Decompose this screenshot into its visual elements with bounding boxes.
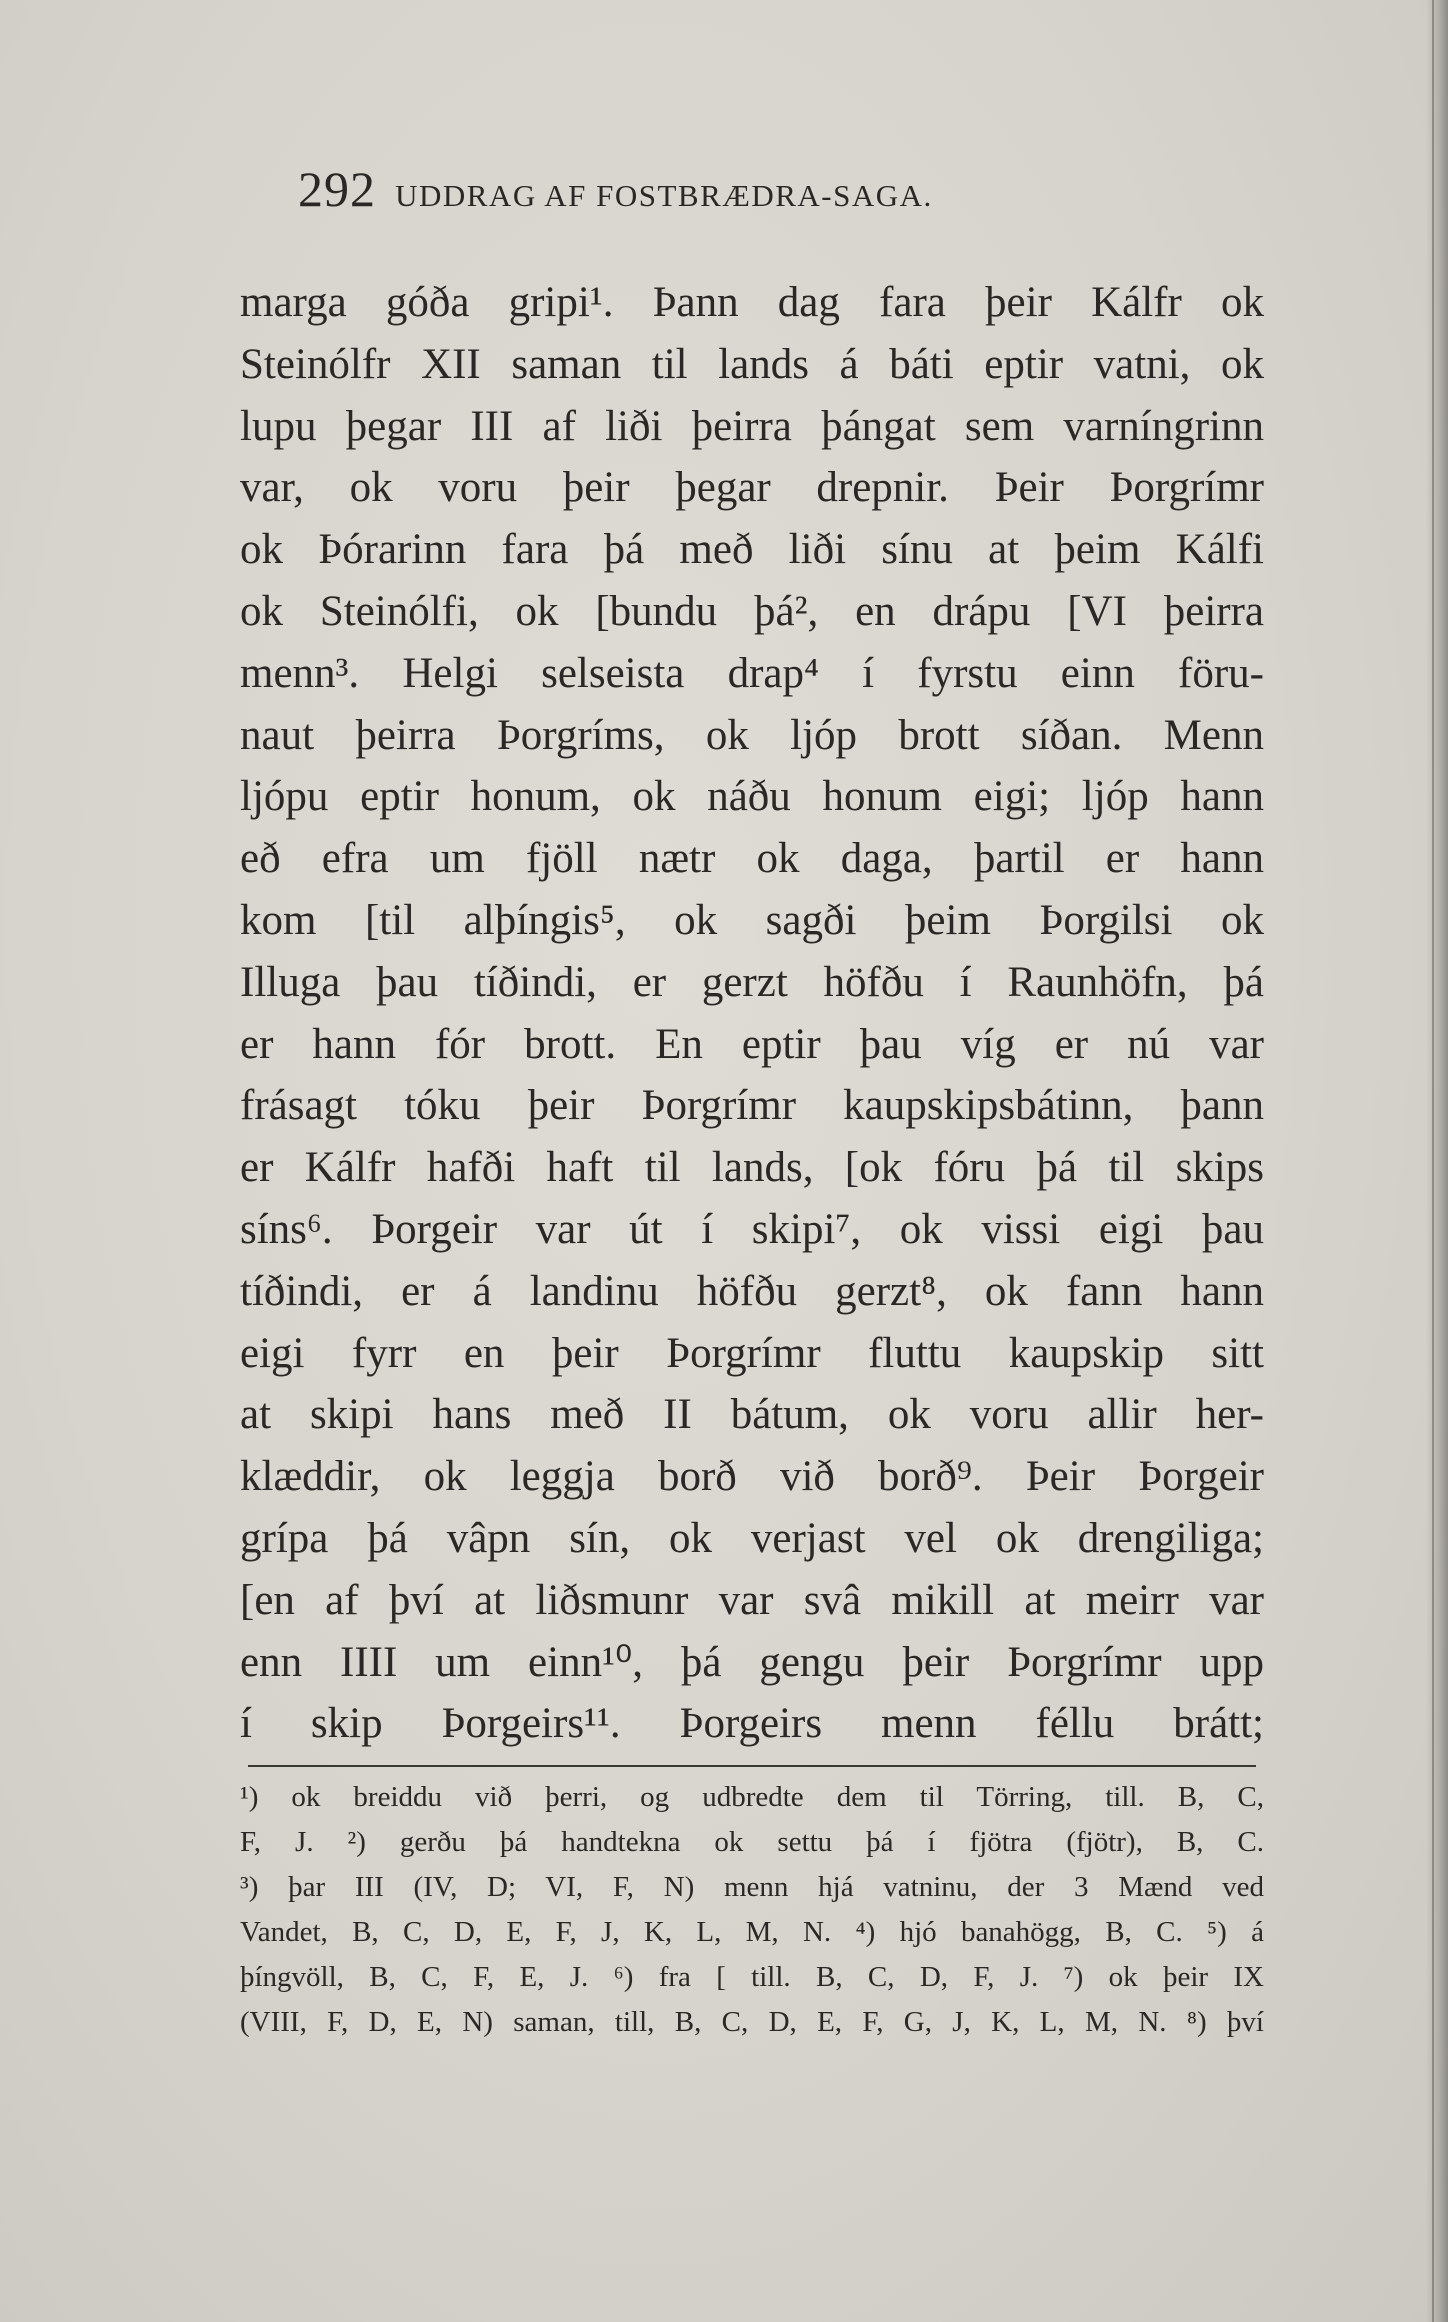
footnote-line: þíngvöll, B, C, F, E, J. ⁶) fra [ till. B, C, D, F, J. ⁷) ok þeir IX xyxy=(240,1961,1264,1993)
text-line: ok Steinólfi, ok [bundu þá², en drápu [VI þeirra xyxy=(240,587,1264,635)
text-line: ok Þórarinn fara þá með liði sínu at þeim Kálfi xyxy=(240,526,1264,574)
text-line: eð efra um fjöll nætr ok daga, þartil er hann xyxy=(240,835,1264,883)
text-line: Illuga þau tíðindi, er gerzt höfðu í Raunhöfn, þá xyxy=(240,958,1264,1006)
page-number: 292 xyxy=(298,161,376,217)
footnote-line: ³) þar III (IV, D; VI, F, N) menn hjá vatninu, der 3 Mænd ved xyxy=(240,1871,1264,1903)
text-line: Steinólfr XII saman til lands á báti eptir vatni, ok xyxy=(240,340,1264,388)
text-line: naut þeirra Þorgríms, ok ljóp brott síðan. Menn xyxy=(240,711,1264,759)
text-line: síns⁶. Þorgeir var út í skipi⁷, ok vissi eigi þau xyxy=(240,1205,1264,1253)
main-text xyxy=(240,272,1264,1755)
text-line: menn³. Helgi selseista drap⁴ í fyrstu einn föru- xyxy=(240,649,1264,697)
page-header xyxy=(298,160,1298,230)
text-line: eigi fyrr en þeir Þorgrímr fluttu kaupskip sitt xyxy=(240,1329,1264,1377)
text-line: tíðindi, er á landinu höfðu gerzt⁸, ok fann hann xyxy=(240,1267,1264,1315)
page-edge-shadow xyxy=(1426,0,1448,2322)
text-line: enn IIII um einn¹⁰, þá gengu þeir Þorgrímr upp xyxy=(240,1638,1264,1686)
text-line: var, ok voru þeir þegar drepnir. Þeir Þorgrímr xyxy=(240,464,1264,512)
text-line: er hann fór brott. En eptir þau víg er nú var xyxy=(240,1020,1264,1068)
text-line: grípa þá vâpn sín, ok verjast vel ok drengiliga; xyxy=(240,1514,1264,1562)
text-line: kom [til alþíngis⁵, ok sagði þeim Þorgilsi ok xyxy=(240,896,1264,944)
footnote-divider xyxy=(248,1765,1256,1767)
text-line: í skip Þorgeirs¹¹. Þorgeirs menn féllu brátt; xyxy=(240,1700,1264,1748)
footnote-line: Vandet, B, C, D, E, F, J, K, L, M, N. ⁴) hjó banahögg, B, C. ⁵) á xyxy=(240,1916,1264,1948)
text-line: lupu þegar III af liði þeirra þángat sem varníngrinn xyxy=(240,402,1264,450)
footnote-line: ¹) ok breiddu við þerri, og udbredte dem til Törring, till. B, C, xyxy=(240,1781,1264,1813)
text-line: [en af því at liðsmunr var svâ mikill at meirr var xyxy=(240,1576,1264,1624)
page-edge-line xyxy=(1432,0,1434,2322)
footnote-line: (VIII, F, D, E, N) saman, till, B, C, D, E, F, G, J, K, L, M, N. ⁸) því xyxy=(240,2006,1264,2038)
footnote-line: F, J. ²) gerðu þá handtekna ok settu þá í fjötra (fjötr), B, C. xyxy=(240,1826,1264,1858)
text-line: ljópu eptir honum, ok náðu honum eigi; ljóp hann xyxy=(240,773,1264,821)
text-line: frásagt tóku þeir Þorgrímr kaupskipsbátinn, þann xyxy=(240,1082,1264,1130)
text-line: marga góða gripi¹. Þann dag fara þeir Kálfr ok xyxy=(240,279,1264,326)
text-line: er Kálfr hafði haft til lands, [ok fóru þá til skips xyxy=(240,1144,1264,1192)
text-line: at skipi hans með II bátum, ok voru allir her- xyxy=(240,1391,1264,1439)
text-line: klæddir, ok leggja borð við borð⁹. Þeir Þorgeir xyxy=(240,1453,1264,1501)
running-title: UDDRAG AF FOSTBRÆDRA-SAGA. xyxy=(395,178,933,213)
footnotes xyxy=(240,1775,1264,2045)
